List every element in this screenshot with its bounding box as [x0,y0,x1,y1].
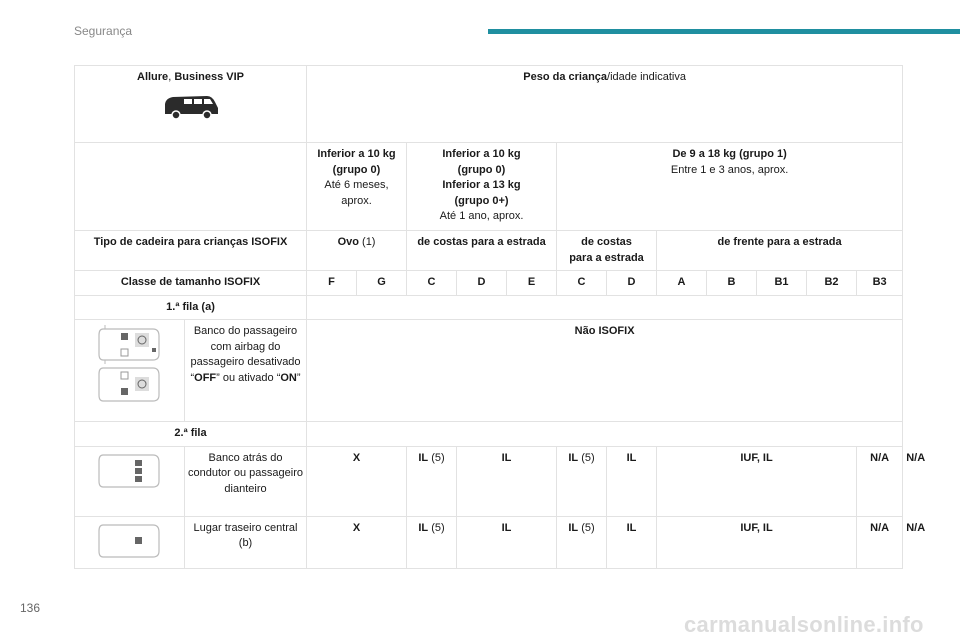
group0-cell [307,143,407,231]
version-allure: Allure [137,71,169,83]
size-class: B1 [757,271,807,296]
van-icon [161,92,221,120]
weight-title-cell [307,66,903,143]
section-title: Segurança [74,24,133,38]
vehicle-version-cell [75,66,307,143]
row2a-c2-note: (5) [428,451,445,464]
row1-header: 1.ª fila (a) [75,295,307,320]
row1-seat-desc [185,320,307,422]
type-front: de frente para a estrada [657,231,903,271]
row2b-c4-val: IL [568,521,579,534]
car-topview-rear-outer-seat-icon [97,451,163,491]
row2a-seat-desc: Banco atrás do condutor ou passageiro dianteiro [185,446,307,516]
group0p-cell [407,143,557,231]
size-class: F [307,271,357,296]
type-ovo: Ovo [337,236,359,248]
empty-cell [307,422,903,447]
size-class: B [707,271,757,296]
group0-bold: Inferior a 10 kg (grupo 0) [317,148,396,176]
row2b-c6: IUF, IL [657,516,857,568]
group1-cell [557,143,903,231]
row2a-c2-val: IL [418,451,429,464]
row1-seat-text-3: ” [296,371,301,384]
row2a-c7: N/A [857,446,903,516]
size-class: D [457,271,507,296]
row1-seat-text-1: Banco do passageiro com airbag do passageiro desativado “ [190,325,301,384]
row1-value: Não ISOFIX [307,320,903,422]
group0p-bold: Inferior a 10 kg (grupo 0) Inferior a 13 kg (grupo 0+) [442,148,521,207]
group0p-text: Até 1 ano, aprox. [439,210,524,222]
row2b-seat-desc: Lugar traseiro central (b) [185,516,307,568]
row2b-c4 [557,516,607,568]
row2b-c1: X [307,516,407,568]
row2b-c4-note: (5) [578,521,595,534]
group0-text: Até 6 meses, aprox. [324,179,389,207]
size-class: C [407,271,457,296]
empty-cell [75,143,307,231]
weight-title-bold: Peso da criança [523,71,608,83]
row2b-c2 [407,516,457,568]
type-rear: de costas para a estrada [407,231,557,271]
row2b-c2-val: IL [418,521,429,534]
row1-seat-icon-cell [75,320,185,422]
row2a-c4 [557,446,607,516]
row1-seat-text-2: ” ou ativado “ [216,371,281,384]
row2b-c7: N/A [857,516,903,568]
watermark: carmanualsonline.info [684,612,924,637]
size-class: B2 [807,271,857,296]
version-sep: , [168,71,175,83]
group1-bold: De 9 a 18 kg (grupo 1) [672,148,787,160]
isofix-table: Allure, Business VIP Peso da criança/idade indicativa Inferior a 10 kg (grupo 0) Até 6 meses, aprox. Inferior a 10 kg (grupo 0) Inferior a 13 kg (grupo 0+) Até 1 ano, aprox. De 9 a 18 kg (grupo 1) Entre 1 e 3 anos, aprox. Tipo de cadeira para crianças ISOFIX Ovo (1) de costas para a estrada de costas para a estrada de frente para a estrada Classe de tamanho ISOFIX F G C D E C D A B B1 B2 B3 1.ª fila (a) Banco do passageiro com airbag do passageiro desativado “OFF” ou ativado “ON” Não ISOFIX 2.ª fila Banco atrás do condutor ou passageiro dianteiro X IL (5) IL IL (5) IL IUF, IL N/A N/A Lugar traseiro central (b) X IL (5) IL IL (5) IL IUF, IL N/A N/A [74,65,903,569]
page-number: 136 [20,601,41,615]
group1-text: Entre 1 e 3 anos, aprox. [670,163,789,176]
size-class: C [557,271,607,296]
type-ovo-note: (1) [358,236,376,248]
row2a-c1: X [307,446,407,516]
row2a-c3: IL [457,446,557,516]
size-class: B3 [857,271,903,296]
row2a-seat-icon-cell [75,446,185,516]
row2-header: 2.ª fila [75,422,307,447]
size-class: G [357,271,407,296]
row2a-c4-val: IL [568,451,579,464]
empty-cell [307,295,903,320]
row2b-c3: IL [457,516,557,568]
size-class: E [507,271,557,296]
size-class: D [607,271,657,296]
airbag-off: OFF [194,371,217,384]
car-topview-front-seat-icon [97,324,163,404]
size-class: A [657,271,707,296]
row2b-seat-icon-cell [75,516,185,568]
row2b-c2-note: (5) [428,521,445,534]
row2a-c4-note: (5) [578,451,595,464]
weight-title-rest: /idade indicativa [607,71,686,83]
row2a-c5: IL [607,446,657,516]
header-bar [488,29,960,34]
car-topview-rear-center-seat-icon [97,521,163,561]
row2a-c2 [407,446,457,516]
version-business-vip: Business VIP [174,71,245,83]
row2a-c6: IUF, IL [657,446,857,516]
size-label: Classe de tamanho ISOFIX [75,271,307,296]
type-label: Tipo de cadeira para crianças ISOFIX [75,231,307,271]
airbag-on: ON [280,371,297,384]
type-rear2: de costas para a estrada [557,231,657,271]
row2b-c5: IL [607,516,657,568]
type-ovo-cell [307,231,407,271]
